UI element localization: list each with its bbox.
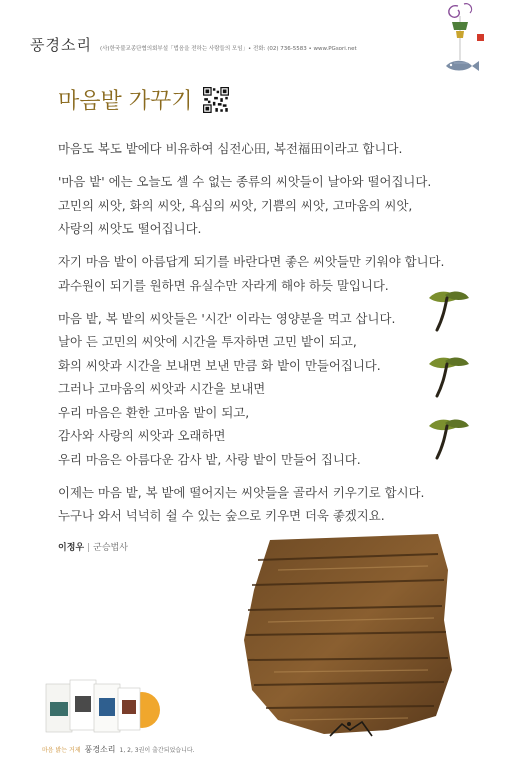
text-line: 사랑의 씨앗도 떨어집니다. — [58, 221, 202, 236]
sprout-illustration — [423, 352, 471, 400]
header — [30, 34, 433, 55]
ad-note: 1, 2, 3권이 출간되었습니다. — [119, 747, 195, 754]
brand-logo: 풍경소리 — [30, 36, 92, 54]
text-line: 고민의 씨앗, 화의 씨앗, 욕심의 씨앗, 기쁨의 씨앗, 고마움의 씨앗, — [58, 197, 413, 213]
text-line: 감사와 사랑의 씨앗과 오래하면 — [58, 428, 226, 443]
paragraph-3 — [58, 250, 458, 297]
author-credit — [58, 540, 128, 553]
paragraph-5 — [58, 481, 458, 528]
field-painting — [238, 530, 470, 742]
paragraph-4 — [58, 307, 458, 472]
text-line: 마음도 복도 밭에다 비유하여 심전心田, 복전福田이라고 합니다. — [58, 141, 403, 156]
text-line: 우리 마음은 아름다운 감사 밭, 사랑 밭이 만들어 집니다. — [58, 451, 361, 467]
paragraph-2 — [58, 170, 458, 241]
text-line: 그러나 고마움의 씨앗과 시간을 보내면 — [58, 381, 266, 396]
essay-body — [58, 137, 458, 537]
text-line: 우리 마음은 환한 고마움 밭이 되고, — [58, 404, 250, 420]
book-ad-caption — [42, 744, 195, 755]
text-line: 화의 씨앗과 시간을 보내면 보낸 만큼 화 밭이 만들어집니다. — [58, 357, 381, 373]
text-line: 날아 든 고민의 씨앗에 시간을 투자하면 고민 밭이 되고, — [58, 334, 357, 349]
sprout-illustration — [423, 286, 471, 334]
author-separator: | — [87, 543, 91, 553]
ad-tagline: 마음 밝는 거제 — [42, 747, 81, 754]
text-line: 과수원이 되기를 원하면 유실수만 자라게 해야 하듯 말입니다. — [58, 277, 389, 293]
title-row — [58, 84, 229, 115]
page-title: 마음밭 가꾸기 — [58, 89, 193, 114]
sprout-illustration — [423, 414, 471, 462]
text-line: '마음 밭' 에는 오늘도 셀 수 없는 종류의 씨앗들이 날아와 떨어집니다. — [58, 174, 432, 189]
book-covers-illustration — [42, 676, 162, 738]
text-line: 누구나 와서 넉넉히 쉴 수 있는 숲으로 키우면 더욱 좋겠지요. — [58, 508, 385, 523]
paragraph-1 — [58, 137, 458, 161]
text-line: 자기 마음 밭이 아름답게 되기를 바란다면 좋은 씨앗들만 키워야 합니다. — [58, 254, 445, 269]
text-line: 마음 밭, 복 밭의 씨앗들은 '시간' 이라는 영양분을 먹고 삽니다. — [58, 310, 396, 326]
text-line: 이제는 마음 밭, 복 밭에 떨어지는 씨앗들을 골라서 키우기로 합시다. — [58, 484, 425, 500]
wind-chime-illustration — [420, 0, 490, 90]
author-name: 이정우 — [58, 543, 85, 553]
header-contact-info: (사)한국불교종단협의회부설「법음을 전하는 사람들의 모임」• 전화: (02) 736-5583 • www.PGsori.net — [99, 46, 357, 52]
ad-brand: 풍경소리 — [84, 745, 116, 754]
qr-code-icon — [203, 87, 229, 113]
author-role: 군승법사 — [93, 543, 128, 553]
